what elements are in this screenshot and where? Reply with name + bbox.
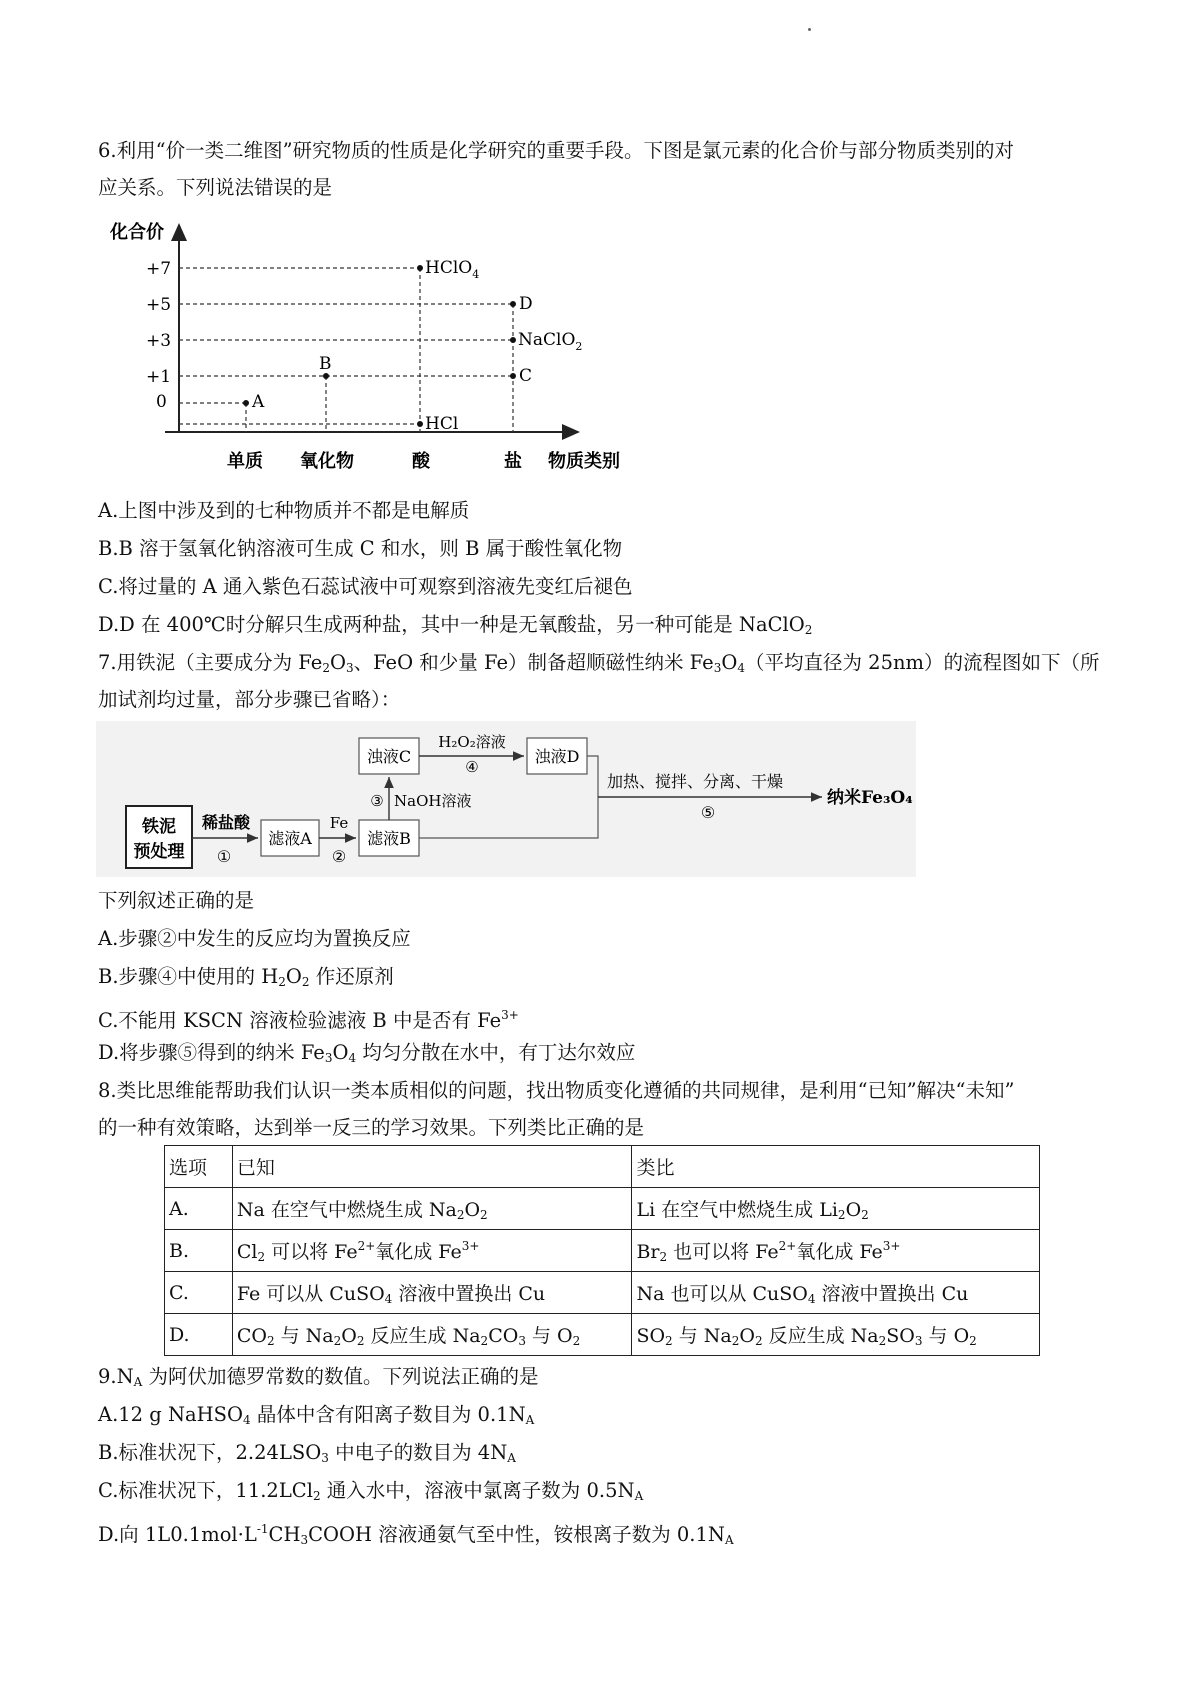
table-row: D. $CO_2$ 与 $Na_2O_2$ 反应生成 $Na_2CO_3$ 与 $O_2$ $SO_2$ 与 $Na_2O_2$ 反应生成 $Na_2SO_3$ 与 $O_2$ <box>165 1314 1040 1356</box>
y-tick: +7 <box>146 259 172 279</box>
q6-option-c: C.将过量的 A 通入紫色石蕊试液中可观察到溶液先变红后褪色 <box>98 575 633 598</box>
y-tick: +5 <box>146 295 172 315</box>
q6-option-a: A.上图中涉及到的七种物质并不都是电解质 <box>98 499 470 522</box>
x-tick: 酸 <box>412 451 430 472</box>
svg-text:滤液A: 滤液A <box>268 829 312 848</box>
svg-text:②: ② <box>331 847 347 866</box>
q9-stem: $9.N_A$ 为阿伏加德罗常数的数值。下列说法正确的是 <box>98 1365 539 1389</box>
table-row: B. $Cl_2$ 可以将 $Fe^{2+}$氧化成 $Fe^{3+}$ $Br_2$ 也可以将 $Fe^{2+}$氧化成 $Fe^{3+}$ <box>165 1230 1040 1272</box>
svg-text:NaOH溶液: NaOH溶液 <box>394 792 472 810</box>
y-axis-label: 化合价 <box>110 222 164 243</box>
svg-text:稀盐酸: 稀盐酸 <box>201 813 251 832</box>
label-d: D <box>519 294 533 314</box>
table-header: 选项 <box>165 1146 233 1188</box>
table-header-row <box>165 1146 1040 1188</box>
svg-text:加热、搅拌、分离、干燥: 加热、搅拌、分离、干燥 <box>606 772 784 791</box>
label-hcl: HCl <box>425 414 459 434</box>
q7-option-a: A.步骤②中发生的反应均为置换反应 <box>98 927 411 950</box>
table-row: A. Na 在空气中燃烧生成 $Na_2O_2$ Li 在空气中燃烧生成 $Li_2O_2$ <box>165 1188 1040 1230</box>
table-row: C. Fe 可以从 CuSO$_4$ 溶液中置换出 Cu Na 也可以从 CuSO$_4$ 溶液中置换出 Cu <box>165 1272 1040 1314</box>
svg-text:Fe: Fe <box>329 814 349 832</box>
analogy-table <box>164 1145 1040 1356</box>
q7-ask: 下列叙述正确的是 <box>98 889 255 912</box>
svg-text:④: ④ <box>465 758 479 776</box>
x-axis-label: 物质类别 <box>548 451 620 472</box>
svg-text:③: ③ <box>370 792 384 810</box>
label-a: A <box>252 392 265 412</box>
q7-option-c: C.不能用 KSCN 溶液检验滤液 B 中是否有 $Fe^{3+}$ <box>98 1008 519 1032</box>
q8-stem-line1: 8.类比思维能帮助我们认识一类本质相似的问题，找出物质变化遵循的共同规律，是利用“已知”解决“未知” <box>98 1079 1015 1102</box>
q8-stem-line2: 的一种有效策略，达到举一反三的学习效果。下列类比正确的是 <box>98 1116 645 1139</box>
x-tick: 氧化物 <box>300 451 354 472</box>
x-tick: 盐 <box>504 451 522 472</box>
svg-text:浊液C: 浊液C <box>366 747 412 766</box>
svg-text:浊液D: 浊液D <box>534 747 580 766</box>
q9-option-c: C.标准状况下，11.2LCl$_2$ 通入水中，溶液中氯离子数为 $0.5N_A$ <box>98 1479 644 1503</box>
q7-option-d: D.将步骤⑤得到的纳米 $Fe_3O_4$ 均匀分散在水中，有丁达尔效应 <box>98 1041 636 1065</box>
q9-option-b: B.标准状况下，$2.24LSO_3$ 中电子的数目为 $4N_A$ <box>98 1441 516 1465</box>
q9-option-d: D.向 $1L0.1mol\cdot L^{-1}CH_3COOH$ 溶液通氨气至中性，铵根离子数为 $0.1N_A$ <box>98 1522 734 1547</box>
q7-option-b: B.步骤④中使用的 $H_2O_2$ 作还原剂 <box>98 965 394 989</box>
svg-text:铁泥: 铁泥 <box>142 817 176 837</box>
q6-stem-line2: 应关系。下列说法错误的是 <box>98 176 333 199</box>
q6-option-b: B.B 溶于氢氧化钠溶液可生成 C 和水，则 B 属于酸性氧化物 <box>98 537 623 560</box>
q7-stem-line1: 7.用铁泥（主要成分为 $Fe_2O_3$、FeO 和少量 Fe）制备超顺磁性纳米 $Fe_3O_4$（平均直径为 25nm）的流程图如下（所 <box>98 651 1100 675</box>
y-tick: +3 <box>146 331 172 351</box>
svg-text:滤液B: 滤液B <box>367 829 411 848</box>
svg-text:预处理: 预处理 <box>133 842 185 862</box>
y-tick: +1 <box>146 367 172 387</box>
y-tick: 0 <box>156 392 167 412</box>
table-header: 已知 <box>232 1146 632 1188</box>
svg-text:纳米Fe₃O₄: 纳米Fe₃O₄ <box>827 788 913 808</box>
q6-option-d: D.D 在 400℃时分解只生成两种盐，其中一种是无氧酸盐，另一种可能是 NaClO$_2$ <box>98 613 813 637</box>
q7-stem-line2: 加试剂均过量，部分步骤已省略）： <box>98 688 401 711</box>
svg-text:①: ① <box>216 847 232 866</box>
q9-option-a: A.12 g NaHSO$_4$ 晶体中含有阳离子数目为 $0.1N_A$ <box>98 1403 535 1427</box>
label-c: C <box>519 366 533 386</box>
label-naclo2: NaClO$_2$ <box>518 330 583 353</box>
svg-text:H₂O₂溶液: H₂O₂溶液 <box>438 733 506 751</box>
table-header: 类比 <box>632 1146 1040 1188</box>
x-tick: 单质 <box>227 451 263 472</box>
label-hclo4: HClO$_4$ <box>425 258 480 281</box>
q6-stem-line1: 6.利用“价一类二维图”研究物质的性质是化学研究的重要手段。下图是氯元素的化合价与部分物质类别的对 <box>98 139 1015 162</box>
svg-text:⑤: ⑤ <box>700 803 716 822</box>
label-b: B <box>319 354 332 374</box>
